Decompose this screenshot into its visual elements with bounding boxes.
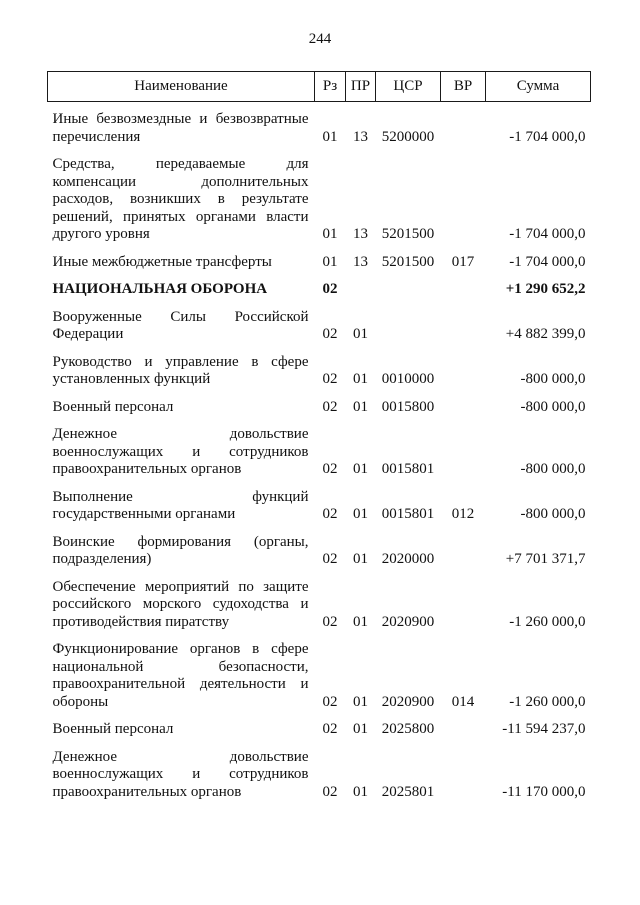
- row-csr: 0015801: [381, 461, 435, 477]
- row-name: Функционирование органов в сфере национальной безопасности, правоохранительной деятельности и обороны: [52, 641, 309, 710]
- row-sum: -11 594 237,0: [502, 721, 586, 737]
- row-rz: 02: [322, 783, 338, 800]
- row-sum: -1 704 000,0: [509, 253, 586, 270]
- header-csr: ЦСР: [376, 72, 441, 102]
- row-csr: 2025800: [381, 721, 435, 737]
- row-rz: 02: [322, 613, 338, 630]
- row-name: Руководство и управление в сфере установленных функций: [52, 353, 309, 387]
- row-sum: +1 290 652,2: [505, 281, 586, 297]
- row-pr: 01: [353, 398, 368, 415]
- row-sum: -800 000,0: [520, 461, 586, 477]
- row-sum: -1 260 000,0: [509, 613, 586, 630]
- row-pr: 13: [353, 226, 368, 242]
- row-sum: -1 704 000,0: [509, 226, 586, 242]
- budget-table: [47, 71, 591, 802]
- row-rz: 02: [322, 506, 338, 522]
- row-name: Вооруженные Силы Российской Федерации: [52, 308, 309, 342]
- row-pr: 01: [353, 551, 368, 567]
- row-pr: 01: [353, 783, 368, 800]
- row-sum: -800 000,0: [520, 398, 586, 415]
- table-row: [48, 712, 591, 740]
- row-csr: 2020900: [381, 693, 435, 710]
- row-csr: 2020900: [381, 613, 435, 630]
- row-sum: +4 882 399,0: [505, 326, 586, 342]
- row-vr: [441, 272, 486, 300]
- row-pr: [346, 272, 376, 300]
- row-pr: 01: [353, 461, 368, 477]
- row-vr: [441, 390, 486, 418]
- row-pr: 13: [353, 253, 368, 270]
- table-row: [48, 740, 591, 803]
- row-name: НАЦИОНАЛЬНАЯ ОБОРОНА: [52, 281, 268, 297]
- row-pr: 01: [353, 506, 368, 522]
- table-row: [48, 632, 591, 712]
- row-vr: 014: [451, 693, 475, 710]
- table-row: [48, 480, 591, 525]
- row-name: Военный персонал: [52, 721, 174, 737]
- row-vr: [441, 300, 486, 345]
- row-name: Иные безвозмездные и безвозвратные перечисления: [52, 111, 309, 145]
- row-pr: 13: [353, 128, 368, 145]
- header-rz: Рз: [315, 72, 346, 102]
- table-row: [48, 300, 591, 345]
- row-sum: -800 000,0: [520, 371, 586, 387]
- row-rz: 02: [322, 371, 338, 387]
- row-vr: [441, 570, 486, 633]
- row-vr: [441, 345, 486, 390]
- row-name: Военный персонал: [52, 398, 174, 415]
- table-body: [48, 102, 591, 803]
- header-pr: ПР: [346, 72, 376, 102]
- row-name: Обеспечение мероприятий по защите российского морского судоходства и противодействия пиратству: [52, 578, 309, 630]
- table-row: [48, 390, 591, 418]
- row-rz: 02: [322, 551, 338, 567]
- row-vr: [441, 712, 486, 740]
- row-rz: 01: [322, 226, 338, 242]
- row-vr: 017: [451, 253, 475, 270]
- table-row: [48, 417, 591, 480]
- row-name: Средства, передаваемые для компенсации дополнительных расходов, возникших в результате решений, принятых органами власти другого уровня: [52, 156, 309, 242]
- row-rz: 02: [322, 721, 338, 737]
- row-sum: -1 260 000,0: [509, 693, 586, 710]
- row-sum: +7 701 371,7: [505, 551, 586, 567]
- row-csr: 5201500: [381, 253, 435, 270]
- row-csr: 2025801: [381, 783, 435, 800]
- row-pr: 01: [353, 326, 368, 342]
- header-sum: Сумма: [486, 72, 591, 102]
- table-row: [48, 102, 591, 148]
- row-csr: 0010000: [381, 371, 435, 387]
- header-name: Наименование: [48, 72, 315, 102]
- row-rz: 02: [322, 326, 338, 342]
- row-name: Выполнение функций государственными органами: [52, 488, 309, 522]
- row-vr: [441, 102, 486, 148]
- row-csr: 0015801: [381, 506, 435, 522]
- row-vr: [441, 525, 486, 570]
- row-name: Денежное довольствие военнослужащих и сотрудников правоохранительных органов: [52, 426, 309, 477]
- table-row: [48, 345, 591, 390]
- header-vr: ВР: [441, 72, 486, 102]
- row-pr: 01: [353, 371, 368, 387]
- row-sum: -1 704 000,0: [509, 128, 586, 145]
- row-csr: [376, 300, 441, 345]
- row-rz: 02: [322, 461, 338, 477]
- row-sum: -800 000,0: [520, 506, 586, 522]
- row-name: Воинские формирования (органы, подразделения): [52, 533, 309, 567]
- row-pr: 01: [353, 721, 368, 737]
- row-vr: [441, 417, 486, 480]
- table-row: [48, 245, 591, 273]
- row-csr: 5200000: [381, 128, 435, 145]
- row-vr: [441, 147, 486, 245]
- row-csr: 5201500: [381, 226, 435, 242]
- row-csr: 2020000: [381, 551, 435, 567]
- table-header: [48, 72, 591, 102]
- row-rz: 02: [322, 693, 338, 710]
- row-rz: 02: [322, 398, 338, 415]
- table-row: [48, 147, 591, 245]
- row-rz: 01: [322, 253, 338, 270]
- row-rz: 02: [322, 281, 338, 297]
- row-rz: 01: [322, 128, 338, 145]
- row-vr: [441, 740, 486, 803]
- row-csr: [376, 272, 441, 300]
- row-name: Иные межбюджетные трансферты: [52, 253, 272, 270]
- table-row-section: [48, 272, 591, 300]
- row-pr: 01: [353, 613, 368, 630]
- table-row: [48, 570, 591, 633]
- row-name: Денежное довольствие военнослужащих и сотрудников правоохранительных органов: [52, 748, 309, 800]
- row-vr: 012: [451, 506, 475, 522]
- table-row: [48, 525, 591, 570]
- row-sum: -11 170 000,0: [502, 783, 586, 800]
- page-number: 244: [308, 31, 332, 47]
- row-pr: 01: [353, 693, 368, 710]
- table-header-row: [48, 72, 591, 102]
- row-csr: 0015800: [381, 398, 435, 415]
